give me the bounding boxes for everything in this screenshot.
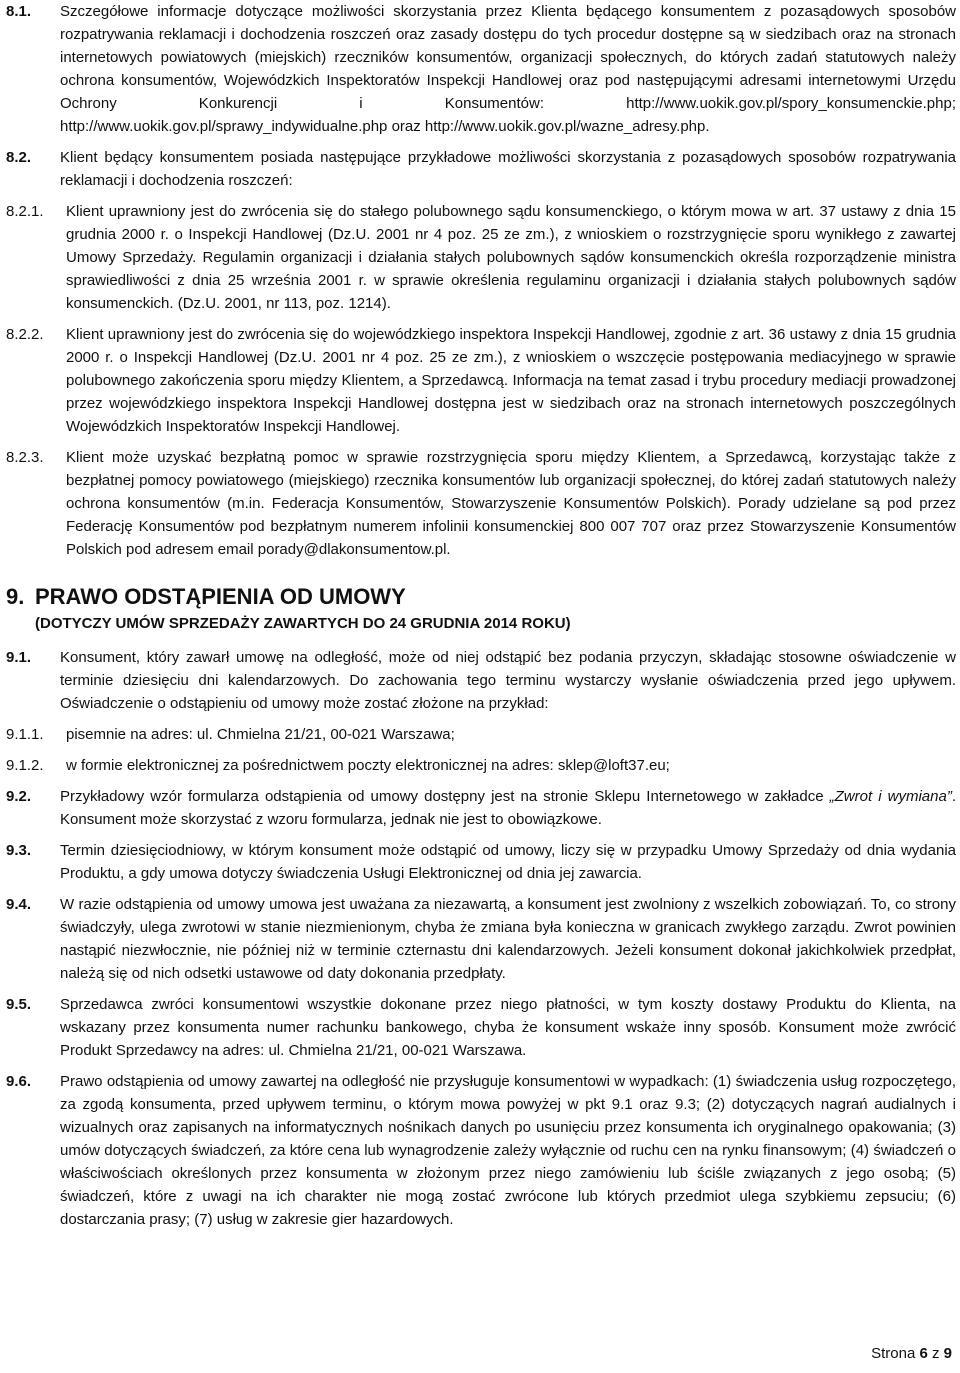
paragraph-text: Klient uprawniony jest do zwrócenia się do stałego polubownego sądu konsumenckiego, o którym mowa w art. 37 ustawy z dnia 15 grudnia 2000 r. o Inspekcji Handlowej (Dz.U. 2001 nr 4 poz. 25 ze zm.), z wnioskiem o rozstrzygnięcie sporu wynikłego z zawartej Umowy Sprzedaży. Regulamin organizacji i działania stałych polubownych sądów konsumenckich określa rozporządzenie ministra sprawiedliwości z dnia 25 września 2001 r. w sprawie określenia regulaminu organizacji i działania stałych polubownych sądów konsumenckich. (Dz.U. 2001, nr 113, poz. 1214). bbox=[66, 203, 956, 312]
section-title-text: PRAWO ODSTĄPIENIA OD UMOWY bbox=[35, 584, 406, 609]
paragraph-9-5 bbox=[6, 993, 956, 1062]
tab-name-italic: „Zwrot i wymiana” bbox=[829, 788, 952, 805]
section-9-heading bbox=[6, 583, 956, 635]
section-title bbox=[6, 583, 956, 611]
paragraph-text: w formie elektronicznej za pośrednictwem poczty elektronicznej na adres: sklep@loft37.eu; bbox=[66, 757, 670, 774]
paragraph-9-3 bbox=[6, 839, 956, 885]
paragraph-text: Prawo odstąpienia od umowy zawartej na odległość nie przysługuje konsumentowi w wypadkach: (1) świadczenia usług rozpoczętego, za zgodą konsumenta, przed upływem terminu, o którym mowa powyżej w pkt 9.1 oraz 9.3; (2) dotyczących nagrań audialnych i wizualnych oraz zapisanych na informatycznych nośnikach danych po usunięciu przez konsumenta ich oryginalnego opakowania; (3) umów dotyczących świadczeń, za które cena lub wynagrodzenie zależy wyłącznie od ruchu cen na rynku finansowym; (4) świadczeń o właściwościach określonych przez konsumenta w złożonym przez niego zamówieniu lub ściśle związanych z jego osobą; (5) świadczeń, które z uwagi na ich charakter nie mogą zostać zwrócone lub których przedmiot ulega szybkiemu zepsuciu; (6) dostarczania prasy; (7) usług w zakresie gier hazardowych. bbox=[60, 1073, 956, 1228]
paragraph-number: 9.1.1. bbox=[6, 726, 44, 743]
paragraph-text: Klient będący konsumentem posiada następujące przykładowe możliwości skorzystania z pozasądowych sposobów rozpatrywania reklamacji i dochodzenia roszczeń: bbox=[60, 149, 956, 189]
paragraph-number: 9.4. bbox=[6, 896, 32, 913]
paragraph-number: 8.2.2. bbox=[6, 326, 44, 343]
paragraph-9-1-2 bbox=[6, 754, 956, 777]
page-of: z bbox=[931, 1345, 940, 1362]
paragraph-text-before: Przykładowy wzór formularza odstąpienia od umowy dostępny jest na stronie Sklepu Internetowego w zakładce bbox=[60, 788, 830, 805]
paragraph-9-4 bbox=[6, 893, 956, 985]
paragraph-number: 9.1. bbox=[6, 649, 32, 666]
paragraph-8-2 bbox=[6, 146, 956, 192]
paragraph-number: 9.1.2. bbox=[6, 757, 44, 774]
paragraph-9-1 bbox=[6, 646, 956, 715]
paragraph-8-2-2 bbox=[6, 323, 956, 438]
paragraph-8-1 bbox=[6, 0, 956, 138]
paragraph-text-after: . Konsument może skorzystać z wzoru formularza, jednak nie jest to obowiązkowe. bbox=[60, 788, 956, 828]
document-content bbox=[6, 0, 956, 1231]
paragraph-text: Termin dziesięciodniowy, w którym konsument może odstąpić od umowy, liczy się w przypadku Umowy Sprzedaży od dnia wydania Produktu, a gdy umowa dotyczy świadczenia Usługi Elektronicznej od dnia jej zawarcia. bbox=[60, 842, 956, 882]
paragraph-text bbox=[60, 785, 956, 831]
paragraph-9-6 bbox=[6, 1070, 956, 1231]
paragraph-number: 8.2. bbox=[6, 149, 32, 166]
paragraph-number: 9.2. bbox=[6, 788, 32, 805]
paragraph-number: 8.2.1. bbox=[6, 203, 44, 220]
paragraph-text: W razie odstąpienia od umowy umowa jest uważana za niezawartą, a konsument jest zwolniony z wszelkich zobowiązań. To, co strony świadczyły, ulega zwrotowi w stanie niezmienionym, chyba że zmiana była konieczna w granicach zwykłego zarządu. Zwrot powinien nastąpić niezwłocznie, nie później niż w terminie czternastu dni kalendarzowych. Jeżeli konsument dokonał jakichkolwiek przedpłat, należą się od nich odsetki ustawowe od daty dokonania przedpłaty. bbox=[60, 896, 956, 982]
paragraph-number: 8.1. bbox=[6, 3, 32, 20]
paragraph-number: 8.2.3. bbox=[6, 449, 44, 466]
page-footer bbox=[871, 1342, 952, 1365]
paragraph-8-2-3 bbox=[6, 446, 956, 561]
page-label: Strona bbox=[871, 1345, 916, 1362]
section-subtitle: (DOTYCZY UMÓW SPRZEDAŻY ZAWARTYCH DO 24 GRUDNIA 2014 ROKU) bbox=[35, 615, 571, 632]
paragraph-number: 9.5. bbox=[6, 996, 32, 1013]
paragraph-9-1-1 bbox=[6, 723, 956, 746]
paragraph-text: Szczegółowe informacje dotyczące możliwości skorzystania przez Klienta będącego konsumentem z pozasądowych sposobów rozpatrywania reklamacji i dochodzenia roszczeń oraz zasady dostępu do tych procedur dostępne są w siedzibach oraz na stronach internetowych powiatowych (miejskich) rzeczników konsumentów, organizacji społecznych, do których zadań statutowych należy ochrona konsumentów, Wojewódzkich Inspektoratów Inspekcji Handlowej oraz pod następującymi adresami internetowymi Urzędu Ochrony Konkurencji i Konsumentów: http://www.uokik.gov.pl/spory_konsumenckie.php; http://www.uokik.gov.pl/sprawy_indywidualne.php oraz http://www.uokik.gov.pl/wazne_adresy.php. bbox=[60, 3, 956, 135]
paragraph-text: Klient uprawniony jest do zwrócenia się do wojewódzkiego inspektora Inspekcji Handlowej, zgodnie z art. 36 ustawy z dnia 15 grudnia 2000 r. o Inspekcji Handlowej (Dz.U. 2001 nr 4 poz. 25 ze zm.), z wnioskiem o wszczęcie postępowania mediacyjnego w sprawie polubownego zakończenia sporu między Klientem, a Sprzedawcą. Informacja na temat zasad i trybu procedury mediacji prowadzonej przez wojewódzkiego inspektora Inspekcji Handlowej dostępna jest w siedzibach oraz na stronach internetowych poszczególnych Wojewódzkich Inspektoratów Inspekcji Handlowej. bbox=[66, 326, 956, 435]
page-total: 9 bbox=[943, 1345, 952, 1362]
paragraph-number: 9.6. bbox=[6, 1073, 32, 1090]
paragraph-number: 9.3. bbox=[6, 842, 32, 859]
paragraph-9-2 bbox=[6, 785, 956, 831]
paragraph-8-2-1 bbox=[6, 200, 956, 315]
section-number: 9. bbox=[6, 584, 25, 609]
paragraph-text: Klient może uzyskać bezpłatną pomoc w sprawie rozstrzygnięcia sporu między Klientem, a Sprzedawcą, korzystając także z bezpłatnej pomocy powiatowego (miejskiego) rzecznika konsumentów lub organizacji społecznej, do której zadań statutowych należy ochrona konsumentów (m.in. Federacja Konsumentów, Stowarzyszenie Konsumentów Polskich). Porady udzielane są pod przez Federację Konsumentów pod bezpłatnym numerem infolinii konsumenckiej 800 007 707 oraz przez Stowarzyszenie Konsumentów Polskich pod adresem email porady@dlakonsumentow.pl. bbox=[66, 449, 956, 558]
paragraph-text: Sprzedawca zwróci konsumentowi wszystkie dokonane przez niego płatności, w tym koszty dostawy Produktu do Klienta, na wskazany przez konsumenta numer rachunku bankowego, chyba że konsument wskaże inny sposób. Konsument może zwrócić Produkt Sprzedawcy na adres: ul. Chmielna 21/21, 00-021 Warszawa. bbox=[60, 996, 956, 1059]
paragraph-text: Konsument, który zawarł umowę na odległość, może od niej odstąpić bez podania przyczyn, składając stosowne oświadczenie w terminie dziesięciu dni kalendarzowych. Do zachowania tego terminu wystarczy wysłanie oświadczenia przed jego upływem. Oświadczenie o odstąpieniu od umowy może zostać złożone na przykład: bbox=[60, 649, 956, 712]
page-current: 6 bbox=[919, 1345, 928, 1362]
paragraph-text: pisemnie na adres: ul. Chmielna 21/21, 00-021 Warszawa; bbox=[66, 726, 455, 743]
